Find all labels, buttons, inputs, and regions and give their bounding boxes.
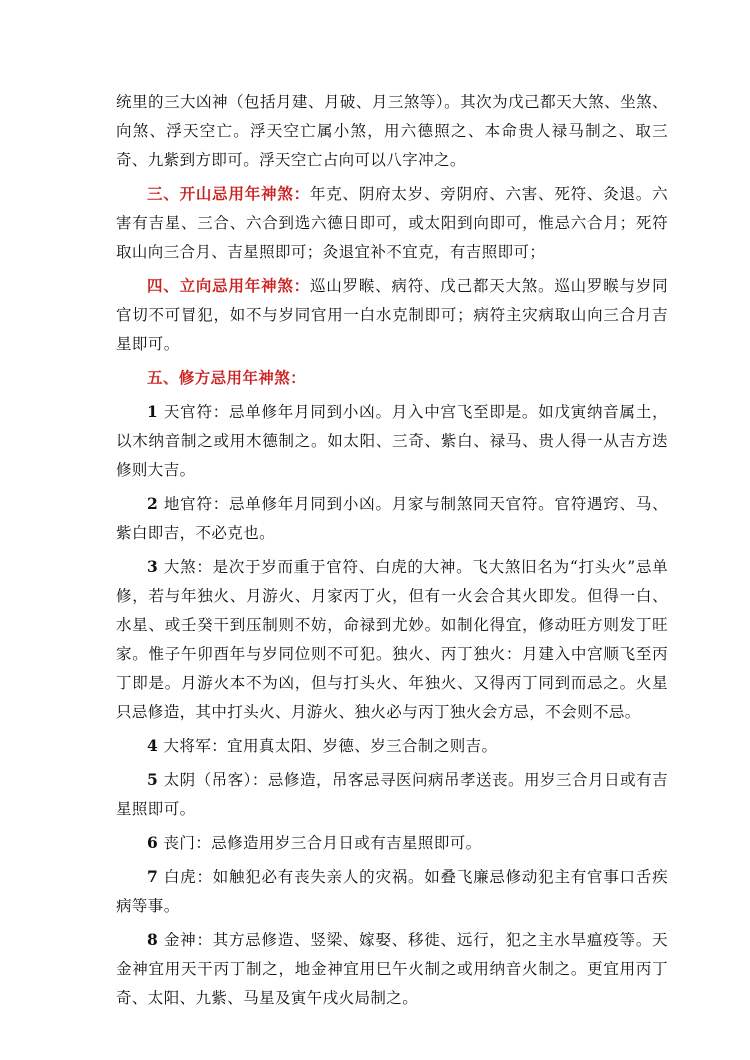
paragraph-text: 丧门：忌修造用岁三合月日或有吉星照即可。: [163, 834, 482, 852]
section-heading: 五、修方忌用年神煞：: [147, 368, 307, 387]
paragraph-text: 天官符：忌单修年月同到小凶。月入中宫飞至即是。如戊寅纳音属土，以木纳音制之或用木德制之。如太阳、三奇、紫白、禄马、贵人得一从吉方迭修则大吉。: [116, 403, 668, 479]
paragraph-text: 大煞：是次于岁而重于官符、白虎的大神。飞大煞旧名为“打头火”忌单修，若与年独火、月游火、月家丙丁火，但有一火会合其火即发。但得一白、水星、或壬癸干到压制则不妨，命禄到尤妙。如制化得宜，修动旺方则发丁旺家。惟子午卯酉年与岁同位则不可犯。独火、丙丁独火：月建入中宫顺飞至丙丁即是。月游火本不为凶，但与打头火、年独火、又得丙丁同到而忌之。火星只忌修造，其中打头火、月游火、独火必与丙丁独火会方忌，不会则不忌。: [116, 558, 668, 721]
item-number: 5: [147, 770, 159, 789]
paragraph-intro: [116, 88, 668, 175]
item-baihu: [116, 862, 668, 921]
section-heading: 四、立向忌用年神煞：: [147, 276, 310, 295]
item-number: 1: [147, 402, 159, 421]
section-kaishan: [116, 179, 668, 267]
section-xiufang: [116, 363, 668, 393]
paragraph-text: 年克、阴府太岁、旁阴府、六害、死符、灸退。六害有吉星、三合、六合到选六德日即可，或太阳到向即可，惟忌六合月；死符取山向三合月、吉星照即可；灸退宜补不宜克，有吉照即可；: [116, 185, 668, 261]
item-sangmen: [116, 828, 668, 858]
paragraph-text: 太阴（吊客）：忌修造，吊客忌寻医问病吊孝送丧。用岁三合月日或有吉星照即可。: [116, 771, 668, 818]
section-lixiang: [116, 271, 668, 359]
paragraph-text: 巡山罗睺、病符、戊己都天大煞。巡山罗睺与岁同官切不可冒犯，如不与岁同官用一白水克制即可；病符主灾病取山向三合月吉星即可。: [116, 277, 668, 353]
item-dasha: [116, 552, 668, 727]
item-tianguanfu: [116, 397, 668, 485]
paragraph-text: 白虎：如触犯必有丧失亲人的灾祸。如叠飞廉忌修动犯主有官事口舌疾病等事。: [116, 868, 668, 915]
paragraph-text: 地官符：忌单修年月同到小凶。月家与制煞同天官符。官符遇窍、马、紫白即吉，不必克也。: [116, 495, 668, 542]
document-page: [116, 88, 668, 1013]
section-heading: 三、开山忌用年神煞：: [147, 184, 310, 203]
item-number: 3: [147, 557, 159, 576]
item-jinshen: [116, 925, 668, 1013]
paragraph-text: 金神：其方忌修造、竖梁、嫁娶、移徙、远行，犯之主水旱瘟疫等。天金神宜用天干丙丁制之，地金神宜用巳午火制之或用纳音火制之。更宜用丙丁奇、太阳、九紫、马星及寅午戌火局制之。: [116, 931, 668, 1007]
item-diguanfu: [116, 489, 668, 548]
item-number: 7: [147, 867, 159, 886]
item-number: 8: [147, 930, 159, 949]
item-number: 4: [147, 736, 159, 755]
paragraph-text: 大将军：宜用真太阳、岁德、岁三合制之则吉。: [163, 737, 498, 755]
item-dajiangjun: [116, 731, 668, 761]
item-number: 2: [147, 494, 159, 513]
item-taiyin: [116, 765, 668, 824]
item-number: 6: [147, 833, 159, 852]
paragraph-text: 统里的三大凶神（包括月建、月破、月三煞等）。其次为戊己都天大煞、坐煞、向煞、浮天空亡。浮天空亡属小煞，用六德照之、本命贵人禄马制之、取三奇、九紫到方即可。浮天空亡占向可以八字冲之。: [116, 93, 668, 169]
